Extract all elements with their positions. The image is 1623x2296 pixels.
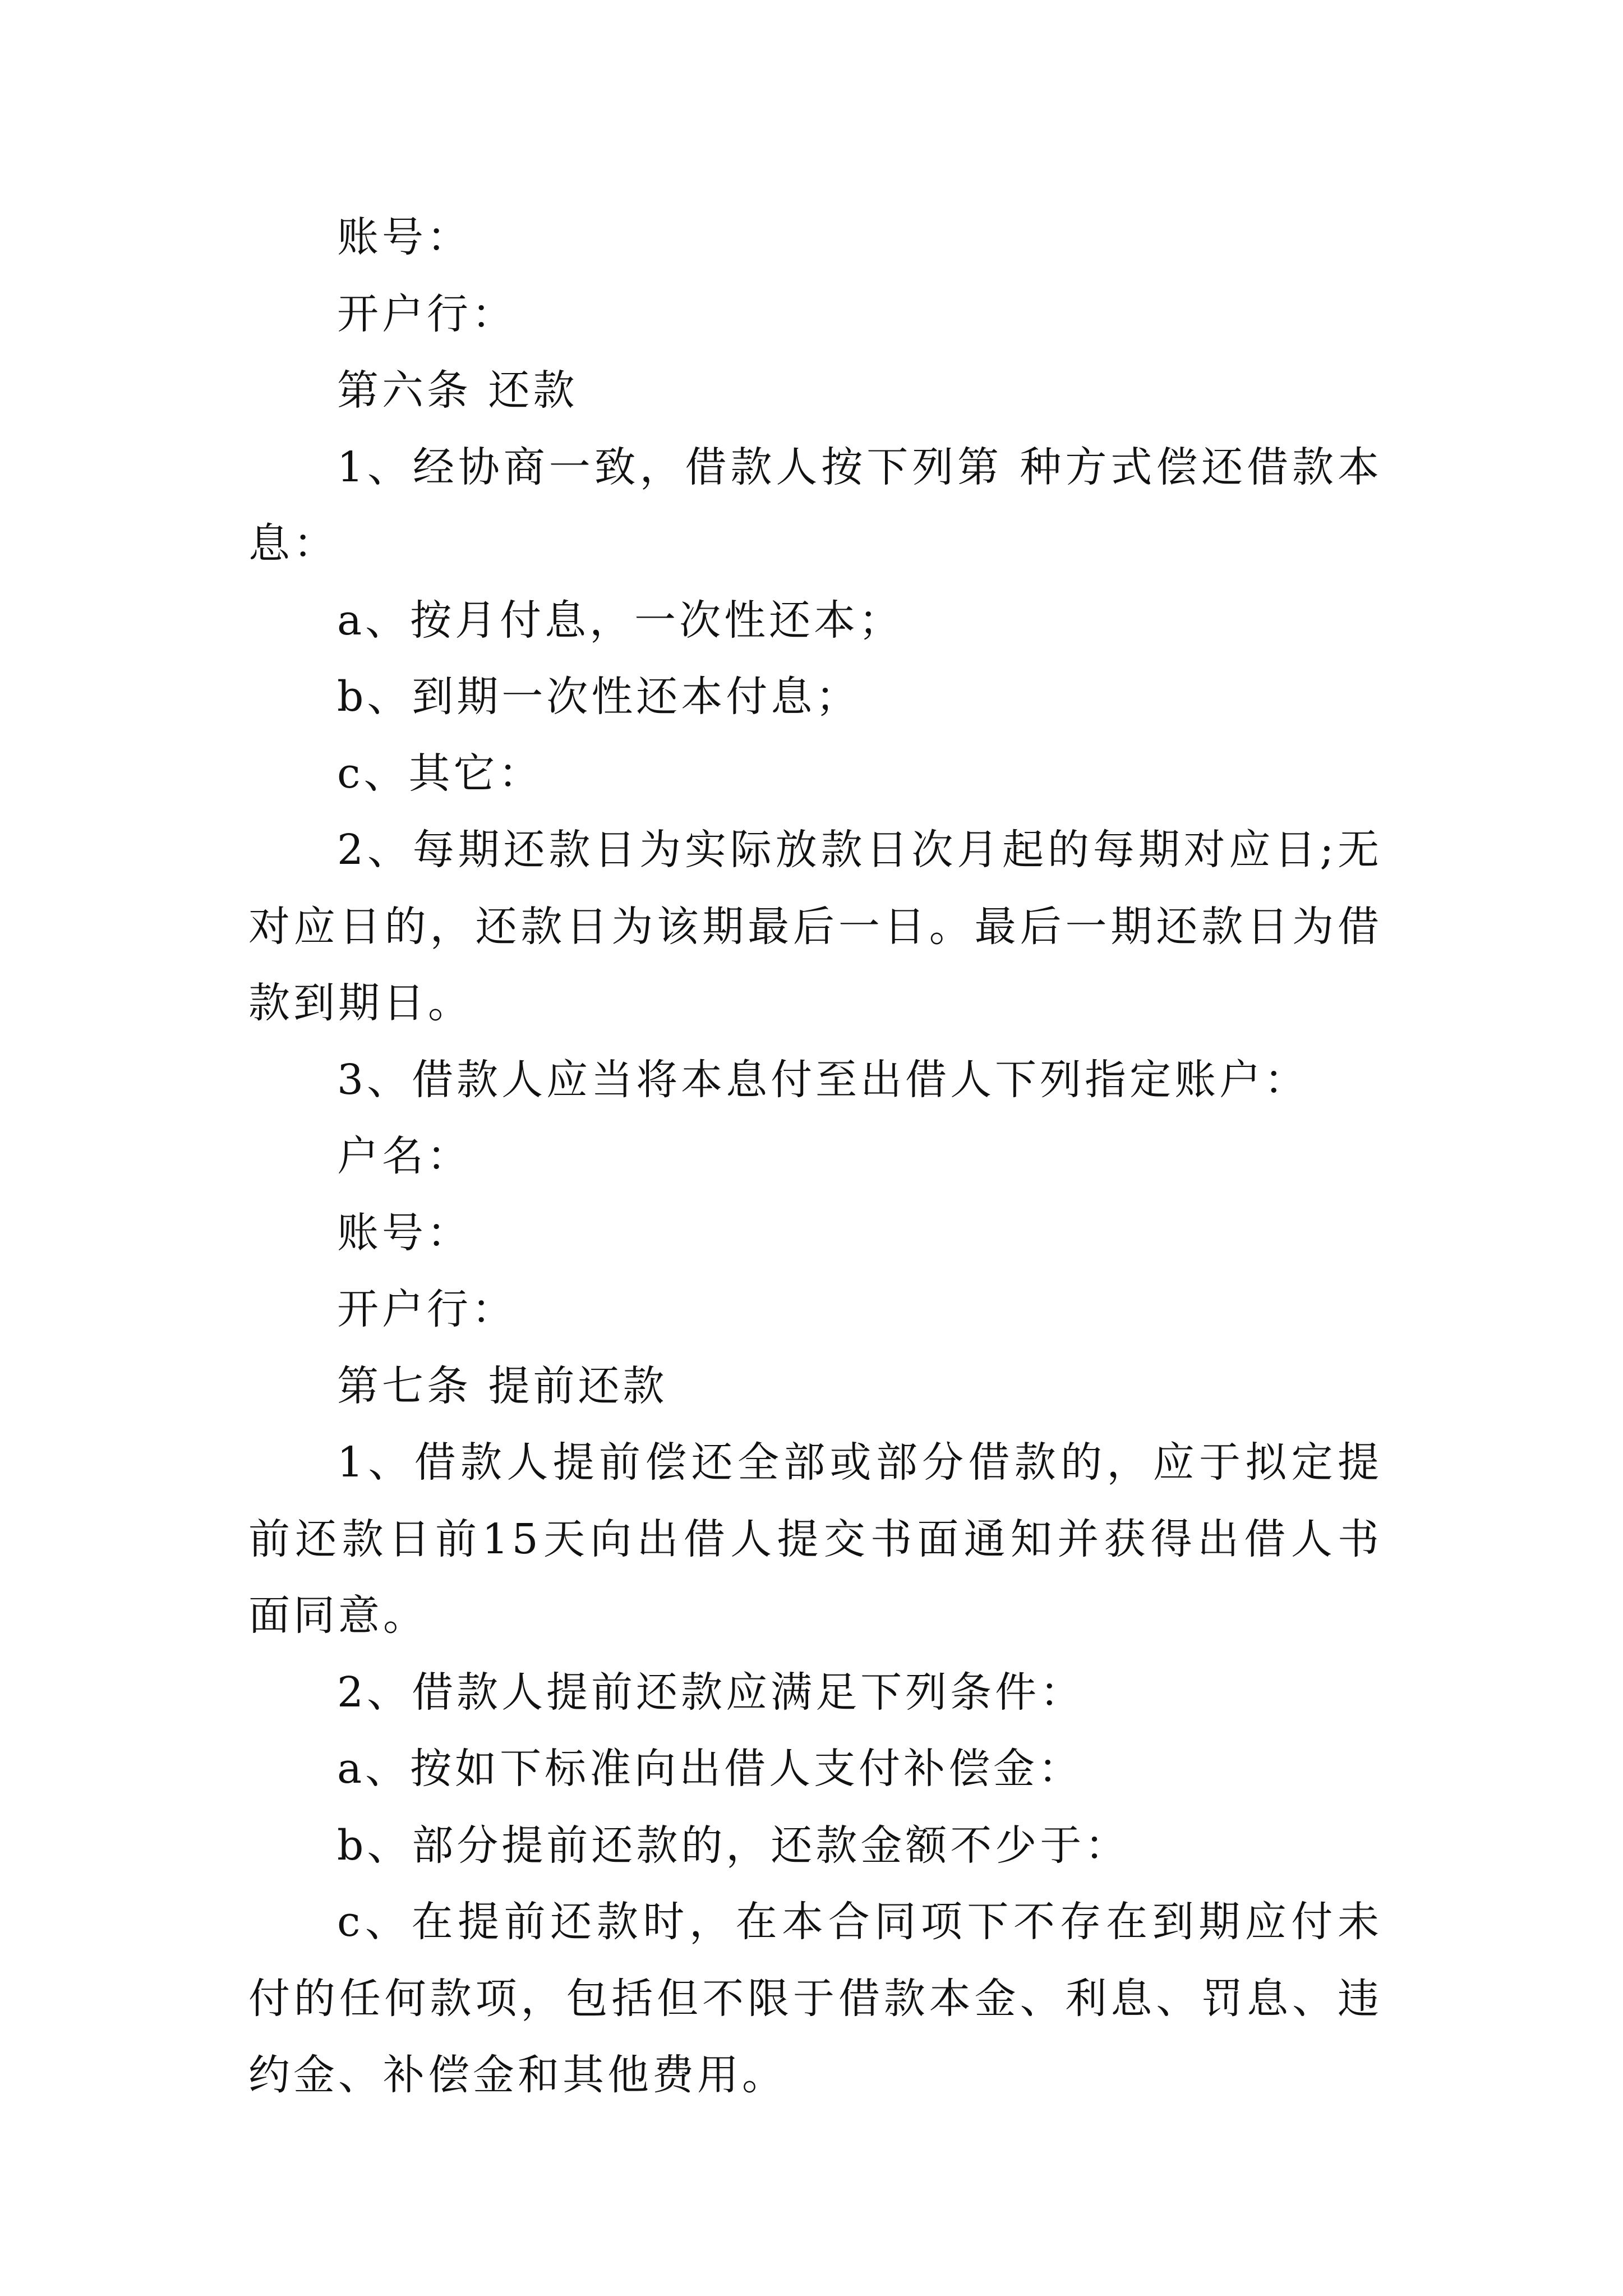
article-7-heading: 第七条 提前还款	[337, 1361, 668, 1410]
article-6-heading: 第六条 还款	[337, 366, 578, 415]
document-body	[248, 199, 1382, 2114]
repayment-option-b: b、到期一次性还本付息；	[337, 673, 861, 721]
prepayment-condition-c: c、在提前还款时，在本合同项下不存在到期应付未付的任何款项，包括但不限于借款本金、利息、罚息、违约金、补偿金和其他费用。	[248, 1898, 1382, 2099]
prepayment-clause-1: 1、借款人提前偿还全部或部分借款的，应于拟定提前还款日前15天向出借人提交书面通知并获得出借人书面同意。	[248, 1438, 1382, 1640]
repayment-clause-2: 2、每期还款日为实际放款日次月起的每期对应日;无对应日的，还款日为该期最后一日。最后一期还款日为借款到期日。	[248, 826, 1382, 1027]
account-number-line-2: 账号：	[337, 1208, 472, 1257]
prepayment-clause-2: 2、借款人提前还款应满足下列条件：	[337, 1668, 1085, 1717]
repayment-option-a: a、按月付息，一次性还本；	[337, 596, 904, 645]
opening-bank-line-1: 开户行：	[337, 289, 517, 338]
account-name-line: 户名：	[337, 1132, 472, 1180]
account-number-line-1: 账号：	[337, 213, 472, 261]
repayment-clause-3: 3、借款人应当将本息付至出借人下列指定账户：	[337, 1055, 1310, 1104]
repayment-clause-1: 1、经协商一致，借款人按下列第 种方式偿还借款本息：	[248, 443, 1382, 568]
prepayment-condition-b: b、部分提前还款的，还款金额不少于：	[337, 1821, 1130, 1870]
repayment-option-c: c、其它：	[337, 749, 543, 798]
opening-bank-line-2: 开户行：	[337, 1285, 517, 1333]
prepayment-condition-a: a、按如下标准向出借人支付补偿金：	[337, 1745, 1083, 1793]
